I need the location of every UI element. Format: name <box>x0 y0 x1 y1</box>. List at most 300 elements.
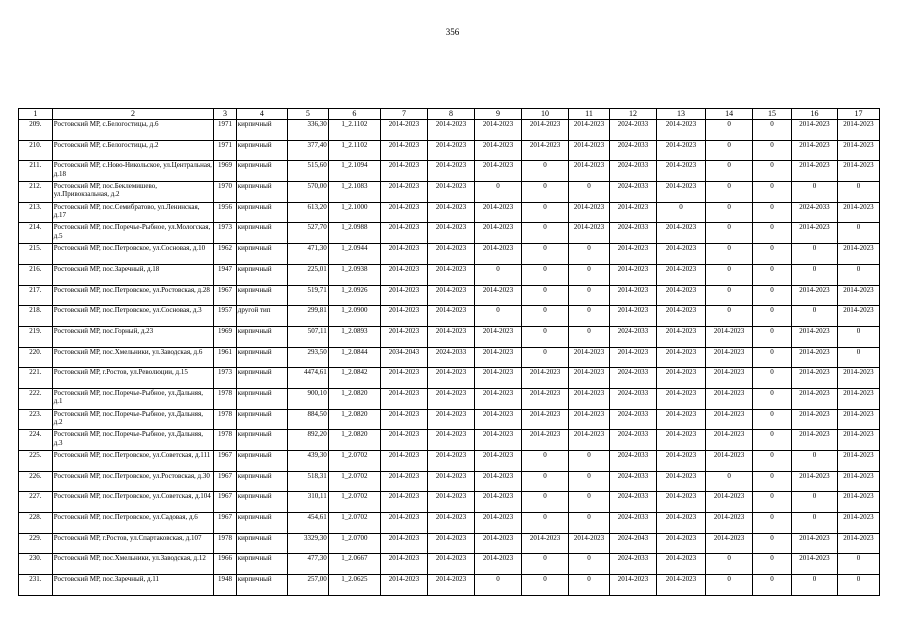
cell-period-8: 2014-2023 <box>427 492 474 513</box>
table-row <box>19 347 880 368</box>
cell-period-11: 2014-2023 <box>569 202 610 223</box>
cell-wall-material: кирпичный <box>236 326 287 347</box>
cell-period-14: 2014-2023 <box>706 409 753 430</box>
cell-period-15: 0 <box>753 244 792 265</box>
cell-build-year: 1978 <box>214 388 236 409</box>
cell-period-14: 0 <box>706 575 753 596</box>
cell-period-10: 0 <box>522 182 569 203</box>
cell-period-16: 2024-2033 <box>791 202 837 223</box>
cell-period-10: 0 <box>522 513 569 534</box>
cell-period-12: 2024-2033 <box>609 388 656 409</box>
cell-code: 1_2.0988 <box>328 223 380 244</box>
column-header-9: 9 <box>475 109 522 120</box>
cell-period-7: 2014-2023 <box>380 264 427 285</box>
cell-address: Ростовский МР, пос.Петровское, ул.Ростовская, д.30 <box>52 471 214 492</box>
cell-area: 257,00 <box>287 575 328 596</box>
table-row <box>19 492 880 513</box>
cell-period-12: 2024-2033 <box>609 492 656 513</box>
cell-period-15: 0 <box>753 285 792 306</box>
cell-period-7: 2014-2023 <box>380 326 427 347</box>
cell-period-11: 0 <box>569 326 610 347</box>
cell-period-12: 2024-2033 <box>609 554 656 575</box>
cell-period-9: 2014-2023 <box>475 161 522 182</box>
cell-area: 377,40 <box>287 140 328 161</box>
cell-area: 613,20 <box>287 202 328 223</box>
cell-period-13: 2014-2023 <box>656 554 705 575</box>
cell-period-17: 2014-2023 <box>837 140 879 161</box>
cell-address: Ростовский МР, пос.Заречный, д.18 <box>52 264 214 285</box>
cell-address: Ростовский МР, г.Ростов, ул.Революции, д.15 <box>52 368 214 389</box>
cell-period-15: 0 <box>753 513 792 534</box>
cell-period-11: 2014-2023 <box>569 161 610 182</box>
cell-area: 471,30 <box>287 244 328 265</box>
column-header-7: 7 <box>380 109 427 120</box>
table-row <box>19 430 880 451</box>
cell-period-14: 0 <box>706 223 753 244</box>
cell-period-16: 0 <box>791 513 837 534</box>
table-body <box>19 120 880 596</box>
cell-wall-material: кирпичный <box>236 182 287 203</box>
cell-period-12: 2014-2023 <box>609 347 656 368</box>
cell-period-13: 0 <box>656 202 705 223</box>
cell-period-9: 2014-2023 <box>475 244 522 265</box>
cell-period-16: 0 <box>791 492 837 513</box>
cell-period-12: 2024-2033 <box>609 451 656 472</box>
cell-period-14: 2014-2023 <box>706 347 753 368</box>
cell-period-16: 2014-2023 <box>791 471 837 492</box>
cell-build-year: 1956 <box>214 202 236 223</box>
cell-period-14: 0 <box>706 306 753 327</box>
cell-period-15: 0 <box>753 202 792 223</box>
table-row <box>19 223 880 244</box>
cell-period-7: 2014-2023 <box>380 492 427 513</box>
cell-period-9: 2014-2023 <box>475 388 522 409</box>
cell-period-10: 0 <box>522 554 569 575</box>
cell-wall-material: кирпичный <box>236 140 287 161</box>
cell-area: 507,11 <box>287 326 328 347</box>
cell-period-10: 0 <box>522 285 569 306</box>
cell-period-10: 0 <box>522 326 569 347</box>
cell-wall-material: кирпичный <box>236 264 287 285</box>
cell-address: Ростовский МР, г.Ростов, ул.Спартаковская, д.107 <box>52 533 214 554</box>
cell-area: 454,61 <box>287 513 328 534</box>
cell-period-14: 0 <box>706 161 753 182</box>
cell-period-13: 2014-2023 <box>656 388 705 409</box>
cell-period-10: 0 <box>522 244 569 265</box>
cell-period-9: 2014-2023 <box>475 554 522 575</box>
cell-period-11: 2014-2023 <box>569 409 610 430</box>
cell-period-17: 2014-2023 <box>837 120 879 141</box>
cell-period-7: 2014-2023 <box>380 285 427 306</box>
cell-period-17: 2014-2023 <box>837 244 879 265</box>
cell-area: 3329,30 <box>287 533 328 554</box>
cell-row-number: 222. <box>19 388 53 409</box>
table-row <box>19 368 880 389</box>
cell-build-year: 1967 <box>214 451 236 472</box>
cell-period-12: 2014-2023 <box>609 285 656 306</box>
cell-address: Ростовский МР, пос.Петровское, ул.Советская, д.104 <box>52 492 214 513</box>
cell-build-year: 1961 <box>214 347 236 368</box>
cell-row-number: 220. <box>19 347 53 368</box>
cell-period-16: 0 <box>791 182 837 203</box>
cell-code: 1_2.0893 <box>328 326 380 347</box>
cell-wall-material: кирпичный <box>236 120 287 141</box>
cell-period-12: 2024-2033 <box>609 120 656 141</box>
cell-period-11: 2014-2023 <box>569 347 610 368</box>
cell-row-number: 231. <box>19 575 53 596</box>
column-header-8: 8 <box>427 109 474 120</box>
cell-period-15: 0 <box>753 223 792 244</box>
cell-period-10: 0 <box>522 264 569 285</box>
column-header-12: 12 <box>609 109 656 120</box>
cell-wall-material: кирпичный <box>236 244 287 265</box>
cell-code: 1_2.0944 <box>328 244 380 265</box>
cell-period-11: 0 <box>569 244 610 265</box>
cell-period-10: 0 <box>522 347 569 368</box>
cell-build-year: 1978 <box>214 533 236 554</box>
cell-period-12: 2024-2033 <box>609 368 656 389</box>
cell-wall-material: кирпичный <box>236 492 287 513</box>
cell-period-8: 2014-2023 <box>427 161 474 182</box>
cell-period-11: 2014-2023 <box>569 368 610 389</box>
cell-period-9: 2014-2023 <box>475 533 522 554</box>
cell-period-8: 2014-2023 <box>427 306 474 327</box>
cell-build-year: 1971 <box>214 140 236 161</box>
cell-code: 1_2.0844 <box>328 347 380 368</box>
cell-code: 1_2.0702 <box>328 471 380 492</box>
cell-period-15: 0 <box>753 368 792 389</box>
cell-period-7: 2014-2023 <box>380 513 427 534</box>
cell-period-15: 0 <box>753 409 792 430</box>
cell-area: 225,01 <box>287 264 328 285</box>
cell-area: 4474,61 <box>287 368 328 389</box>
cell-area: 527,70 <box>287 223 328 244</box>
cell-period-8: 2014-2023 <box>427 533 474 554</box>
cell-period-17: 2014-2023 <box>837 285 879 306</box>
cell-build-year: 1973 <box>214 368 236 389</box>
cell-period-17: 0 <box>837 326 879 347</box>
cell-period-14: 2014-2023 <box>706 513 753 534</box>
cell-period-8: 2014-2023 <box>427 285 474 306</box>
cell-period-11: 0 <box>569 575 610 596</box>
cell-address: Ростовский МР, пос.Петровское, ул.Сосновая, д.3 <box>52 306 214 327</box>
table-row <box>19 161 880 182</box>
cell-period-13: 2014-2023 <box>656 451 705 472</box>
cell-period-17: 2014-2023 <box>837 451 879 472</box>
cell-period-15: 0 <box>753 554 792 575</box>
cell-period-12: 2014-2023 <box>609 575 656 596</box>
cell-build-year: 1970 <box>214 182 236 203</box>
cell-period-7: 2014-2023 <box>380 120 427 141</box>
cell-build-year: 1947 <box>214 264 236 285</box>
cell-period-7: 2014-2023 <box>380 182 427 203</box>
cell-period-14: 2014-2023 <box>706 368 753 389</box>
cell-period-14: 2014-2023 <box>706 533 753 554</box>
cell-period-10: 2014-2023 <box>522 120 569 141</box>
cell-period-9: 2014-2023 <box>475 368 522 389</box>
cell-build-year: 1966 <box>214 554 236 575</box>
cell-build-year: 1967 <box>214 492 236 513</box>
cell-period-9: 2014-2023 <box>475 513 522 534</box>
cell-period-15: 0 <box>753 306 792 327</box>
cell-code: 1_2.0702 <box>328 513 380 534</box>
cell-row-number: 215. <box>19 244 53 265</box>
cell-row-number: 216. <box>19 264 53 285</box>
cell-area: 477,30 <box>287 554 328 575</box>
cell-period-14: 2014-2023 <box>706 430 753 451</box>
cell-period-13: 2014-2023 <box>656 264 705 285</box>
cell-wall-material: кирпичный <box>236 409 287 430</box>
cell-period-11: 0 <box>569 182 610 203</box>
cell-wall-material: кирпичный <box>236 368 287 389</box>
cell-code: 1_2.1102 <box>328 120 380 141</box>
cell-period-12: 2014-2023 <box>609 306 656 327</box>
cell-period-17: 0 <box>837 223 879 244</box>
cell-period-8: 2014-2023 <box>427 326 474 347</box>
cell-period-17: 0 <box>837 347 879 368</box>
cell-row-number: 213. <box>19 202 53 223</box>
cell-period-7: 2014-2023 <box>380 368 427 389</box>
cell-period-13: 2014-2023 <box>656 513 705 534</box>
cell-period-13: 2014-2023 <box>656 533 705 554</box>
cell-period-8: 2014-2023 <box>427 368 474 389</box>
cell-code: 1_2.1102 <box>328 140 380 161</box>
cell-period-12: 2024-2033 <box>609 140 656 161</box>
cell-row-number: 227. <box>19 492 53 513</box>
cell-address: Ростовский МР, пос.Хмельники, ул.Заводская, д.12 <box>52 554 214 575</box>
column-header-3: 3 <box>214 109 236 120</box>
cell-build-year: 1948 <box>214 575 236 596</box>
cell-period-14: 2014-2023 <box>706 492 753 513</box>
cell-period-12: 2024-2033 <box>609 430 656 451</box>
cell-period-11: 2014-2023 <box>569 120 610 141</box>
cell-period-15: 0 <box>753 451 792 472</box>
cell-period-16: 2014-2023 <box>791 140 837 161</box>
cell-period-15: 0 <box>753 533 792 554</box>
cell-address: Ростовский МР, пос.Беклемишево, ул.Привокзальная, д.2 <box>52 182 214 203</box>
cell-period-8: 2014-2023 <box>427 554 474 575</box>
cell-area: 299,81 <box>287 306 328 327</box>
cell-address: Ростовский МР, пос.Петровское, ул.Сосновая, д.10 <box>52 244 214 265</box>
cell-area: 570,00 <box>287 182 328 203</box>
cell-period-16: 2014-2023 <box>791 554 837 575</box>
cell-period-16: 0 <box>791 575 837 596</box>
cell-period-17: 0 <box>837 182 879 203</box>
column-header-2: 2 <box>52 109 214 120</box>
cell-period-14: 0 <box>706 554 753 575</box>
cell-period-8: 2014-2023 <box>427 513 474 534</box>
cell-period-9: 2014-2023 <box>475 409 522 430</box>
cell-period-15: 0 <box>753 326 792 347</box>
cell-period-16: 2014-2023 <box>791 409 837 430</box>
cell-row-number: 228. <box>19 513 53 534</box>
cell-address: Ростовский МР, с.Ново-Никольское, ул.Центральная, д.18 <box>52 161 214 182</box>
cell-period-15: 0 <box>753 430 792 451</box>
cell-period-10: 0 <box>522 471 569 492</box>
cell-period-7: 2034-2043 <box>380 347 427 368</box>
cell-code: 1_2.1000 <box>328 202 380 223</box>
cell-period-11: 0 <box>569 285 610 306</box>
cell-period-15: 0 <box>753 347 792 368</box>
cell-build-year: 1957 <box>214 306 236 327</box>
cell-row-number: 221. <box>19 368 53 389</box>
cell-area: 884,50 <box>287 409 328 430</box>
table-row <box>19 409 880 430</box>
cell-row-number: 223. <box>19 409 53 430</box>
cell-period-10: 2014-2023 <box>522 409 569 430</box>
cell-period-14: 0 <box>706 285 753 306</box>
cell-area: 336,30 <box>287 120 328 141</box>
cell-period-7: 2014-2023 <box>380 575 427 596</box>
table-row <box>19 451 880 472</box>
cell-period-15: 0 <box>753 388 792 409</box>
cell-period-8: 2014-2023 <box>427 140 474 161</box>
cell-period-17: 2014-2023 <box>837 533 879 554</box>
cell-period-13: 2014-2023 <box>656 575 705 596</box>
cell-period-17: 2014-2023 <box>837 471 879 492</box>
cell-row-number: 226. <box>19 471 53 492</box>
cell-period-9: 0 <box>475 264 522 285</box>
column-header-6: 6 <box>328 109 380 120</box>
table-row <box>19 326 880 347</box>
table-row <box>19 202 880 223</box>
cell-period-7: 2014-2023 <box>380 451 427 472</box>
cell-code: 1_2.0702 <box>328 492 380 513</box>
table-row <box>19 554 880 575</box>
cell-period-8: 2014-2023 <box>427 471 474 492</box>
cell-period-16: 2014-2023 <box>791 223 837 244</box>
cell-period-13: 2014-2023 <box>656 409 705 430</box>
cell-period-14: 0 <box>706 120 753 141</box>
cell-area: 439,30 <box>287 451 328 472</box>
cell-address: Ростовский МР, пос.Петровское, ул.Ростовская, д.28 <box>52 285 214 306</box>
cell-period-10: 0 <box>522 575 569 596</box>
cell-wall-material: кирпичный <box>236 471 287 492</box>
cell-period-8: 2014-2023 <box>427 409 474 430</box>
cell-period-9: 2014-2023 <box>475 202 522 223</box>
cell-period-14: 0 <box>706 244 753 265</box>
cell-period-10: 0 <box>522 223 569 244</box>
cell-period-15: 0 <box>753 161 792 182</box>
cell-period-10: 0 <box>522 451 569 472</box>
cell-wall-material: кирпичный <box>236 285 287 306</box>
cell-period-12: 2024-2043 <box>609 533 656 554</box>
cell-period-13: 2014-2023 <box>656 285 705 306</box>
cell-period-11: 0 <box>569 451 610 472</box>
cell-period-17: 2014-2023 <box>837 409 879 430</box>
table-row <box>19 182 880 203</box>
cell-build-year: 1967 <box>214 513 236 534</box>
cell-build-year: 1962 <box>214 244 236 265</box>
cell-period-17: 2014-2023 <box>837 368 879 389</box>
cell-build-year: 1971 <box>214 120 236 141</box>
cell-area: 900,10 <box>287 388 328 409</box>
cell-code: 1_2.0842 <box>328 368 380 389</box>
cell-period-17: 2014-2023 <box>837 306 879 327</box>
column-header-4: 4 <box>236 109 287 120</box>
cell-area: 518,31 <box>287 471 328 492</box>
column-header-10: 10 <box>522 109 569 120</box>
cell-period-16: 0 <box>791 306 837 327</box>
cell-period-10: 0 <box>522 202 569 223</box>
cell-period-13: 2014-2023 <box>656 182 705 203</box>
cell-period-7: 2014-2023 <box>380 161 427 182</box>
cell-period-12: 2024-2033 <box>609 182 656 203</box>
cell-row-number: 229. <box>19 533 53 554</box>
cell-period-10: 2014-2023 <box>522 533 569 554</box>
cell-address: Ростовский МР, пос.Горный, д.23 <box>52 326 214 347</box>
cell-period-9: 2014-2023 <box>475 430 522 451</box>
cell-row-number: 211. <box>19 161 53 182</box>
cell-period-14: 0 <box>706 264 753 285</box>
cell-period-15: 0 <box>753 120 792 141</box>
cell-period-17: 0 <box>837 554 879 575</box>
column-header-11: 11 <box>569 109 610 120</box>
cell-row-number: 214. <box>19 223 53 244</box>
cell-wall-material: другой тип <box>236 306 287 327</box>
cell-wall-material: кирпичный <box>236 575 287 596</box>
table-row <box>19 264 880 285</box>
cell-period-11: 0 <box>569 264 610 285</box>
housing-registry-table <box>18 108 880 596</box>
cell-period-16: 2014-2023 <box>791 533 837 554</box>
cell-code: 1_2.0820 <box>328 430 380 451</box>
cell-period-7: 2014-2023 <box>380 140 427 161</box>
cell-period-9: 2014-2023 <box>475 285 522 306</box>
cell-code: 1_2.0667 <box>328 554 380 575</box>
cell-period-16: 2014-2023 <box>791 120 837 141</box>
cell-period-14: 2014-2023 <box>706 388 753 409</box>
cell-code: 1_2.0820 <box>328 388 380 409</box>
cell-period-9: 2014-2023 <box>475 140 522 161</box>
cell-period-17: 0 <box>837 264 879 285</box>
cell-period-12: 2014-2023 <box>609 264 656 285</box>
cell-row-number: 218. <box>19 306 53 327</box>
cell-wall-material: кирпичный <box>236 161 287 182</box>
cell-period-15: 0 <box>753 264 792 285</box>
cell-address: Ростовский МР, с.Белогостицы, д.6 <box>52 120 214 141</box>
table-row <box>19 575 880 596</box>
table-row <box>19 120 880 141</box>
cell-period-11: 2014-2023 <box>569 430 610 451</box>
table-row <box>19 533 880 554</box>
cell-period-7: 2014-2023 <box>380 409 427 430</box>
cell-area: 892,20 <box>287 430 328 451</box>
cell-period-15: 0 <box>753 182 792 203</box>
cell-period-9: 0 <box>475 182 522 203</box>
cell-wall-material: кирпичный <box>236 533 287 554</box>
column-header-14: 14 <box>706 109 753 120</box>
cell-period-17: 2014-2023 <box>837 388 879 409</box>
cell-period-8: 2014-2023 <box>427 244 474 265</box>
cell-period-12: 2024-2033 <box>609 223 656 244</box>
cell-period-7: 2014-2023 <box>380 554 427 575</box>
cell-row-number: 212. <box>19 182 53 203</box>
cell-period-13: 2014-2023 <box>656 306 705 327</box>
cell-row-number: 225. <box>19 451 53 472</box>
cell-address: Ростовский МР, пос.Поречье-Рыбное, ул.Дальняя, д.3 <box>52 430 214 451</box>
cell-period-8: 2014-2023 <box>427 223 474 244</box>
cell-wall-material: кирпичный <box>236 430 287 451</box>
cell-code: 1_2.1094 <box>328 161 380 182</box>
cell-row-number: 219. <box>19 326 53 347</box>
cell-period-7: 2014-2023 <box>380 471 427 492</box>
cell-period-10: 2014-2023 <box>522 388 569 409</box>
cell-code: 1_2.0625 <box>328 575 380 596</box>
cell-address: Ростовский МР, пос.Хмельники, ул.Заводская, д.6 <box>52 347 214 368</box>
cell-wall-material: кирпичный <box>236 223 287 244</box>
cell-period-11: 2014-2023 <box>569 223 610 244</box>
